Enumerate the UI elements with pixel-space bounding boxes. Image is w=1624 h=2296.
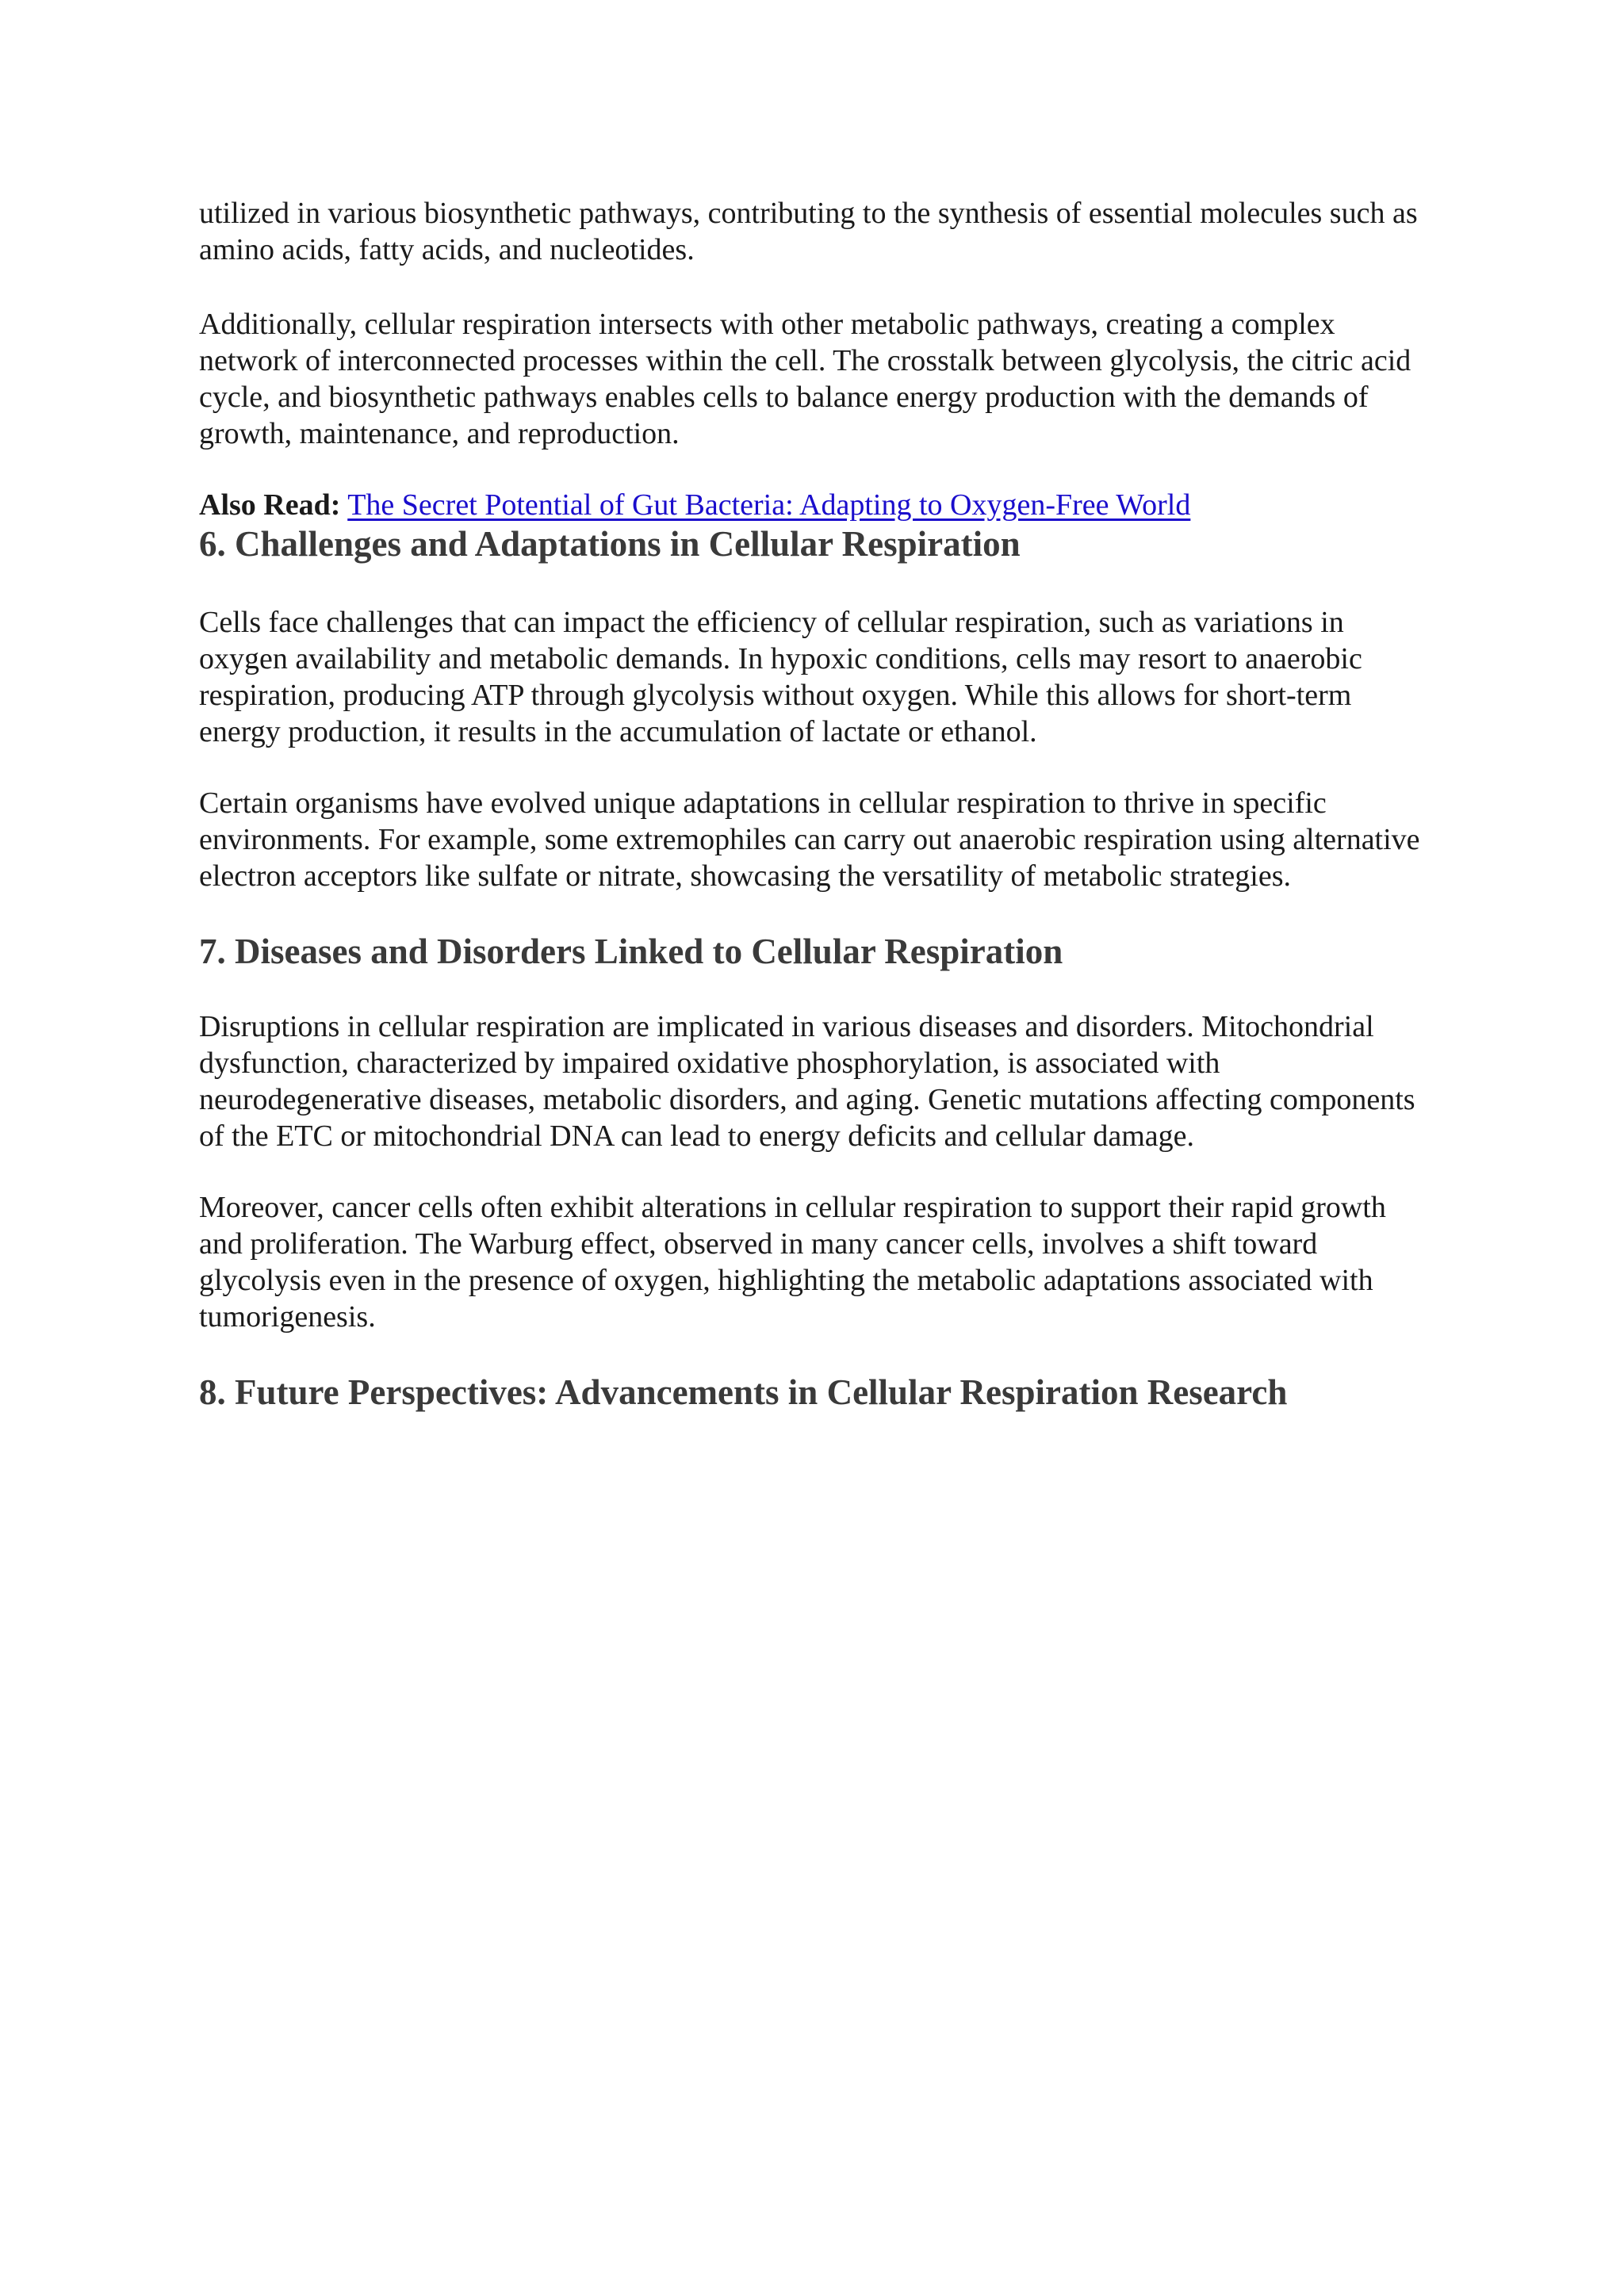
heading-diseases-disorders: 7. Diseases and Disorders Linked to Cellular Respiration <box>199 932 1063 971</box>
paragraph-challenges: Cells face challenges that can impact the efficiency of cellular respiration, such as variations in oxygen availability and metabolic demands. In hypoxic conditions, cells may resort to anaerobic respiration, producing ATP through glycolysis without oxygen. While this allows for short-term energy production, it results in the accumulation of lactate or ethanol. <box>199 606 1362 748</box>
paragraph-cancer-warburg: Moreover, cancer cells often exhibit alterations in cellular respiration to support their rapid growth and proliferation. The Warburg effect, observed in many cancer cells, involves a shift toward glycolysis even in the presence of oxygen, highlighting the metabolic adaptations associated with tumorigenesis. <box>199 1191 1386 1334</box>
paragraph-biosynthetic-pathways: utilized in various biosynthetic pathways, contributing to the synthesis of essential molecules such as amino acids, fatty acids, and nucleotides. <box>199 197 1418 266</box>
paragraph-adaptations: Certain organisms have evolved unique adaptations in cellular respiration to thrive in specific environments. For example, some extremophiles can carry out anaerobic respiration using alternative electron acceptors like sulfate or nitrate, showcasing the versatility of metabolic strategies. <box>199 786 1420 893</box>
heading-challenges-adaptations: 6. Challenges and Adaptations in Cellular Respiration <box>199 524 1021 564</box>
heading-future-perspectives: 8. Future Perspectives: Advancements in Cellular Respiration Research <box>199 1372 1288 1412</box>
document-page <box>199 195 1436 1449</box>
paragraph-metabolic-crosstalk: Additionally, cellular respiration intersects with other metabolic pathways, creating a complex network of interconnected processes within the cell. The crosstalk between glycolysis, the citric acid cycle, and biosynthetic pathways enables cells to balance energy production with the demands of growth, maintenance, and reproduction. <box>199 308 1411 450</box>
also-read-line <box>199 487 1436 523</box>
also-read-label: Also Read: <box>199 488 341 522</box>
also-read-link[interactable]: The Secret Potential of Gut Bacteria: Adapting to Oxygen-Free World <box>347 488 1191 522</box>
paragraph-mitochondrial-dysfunction: Disruptions in cellular respiration are implicated in various diseases and disorders. Mitochondrial dysfunction, characterized by impaired oxidative phosphorylation, is associated with neurodegenerative diseases, metabolic disorders, and aging. Genetic mutations affecting components of the ETC or mitochondrial DNA can lead to energy deficits and cellular damage. <box>199 1010 1415 1153</box>
